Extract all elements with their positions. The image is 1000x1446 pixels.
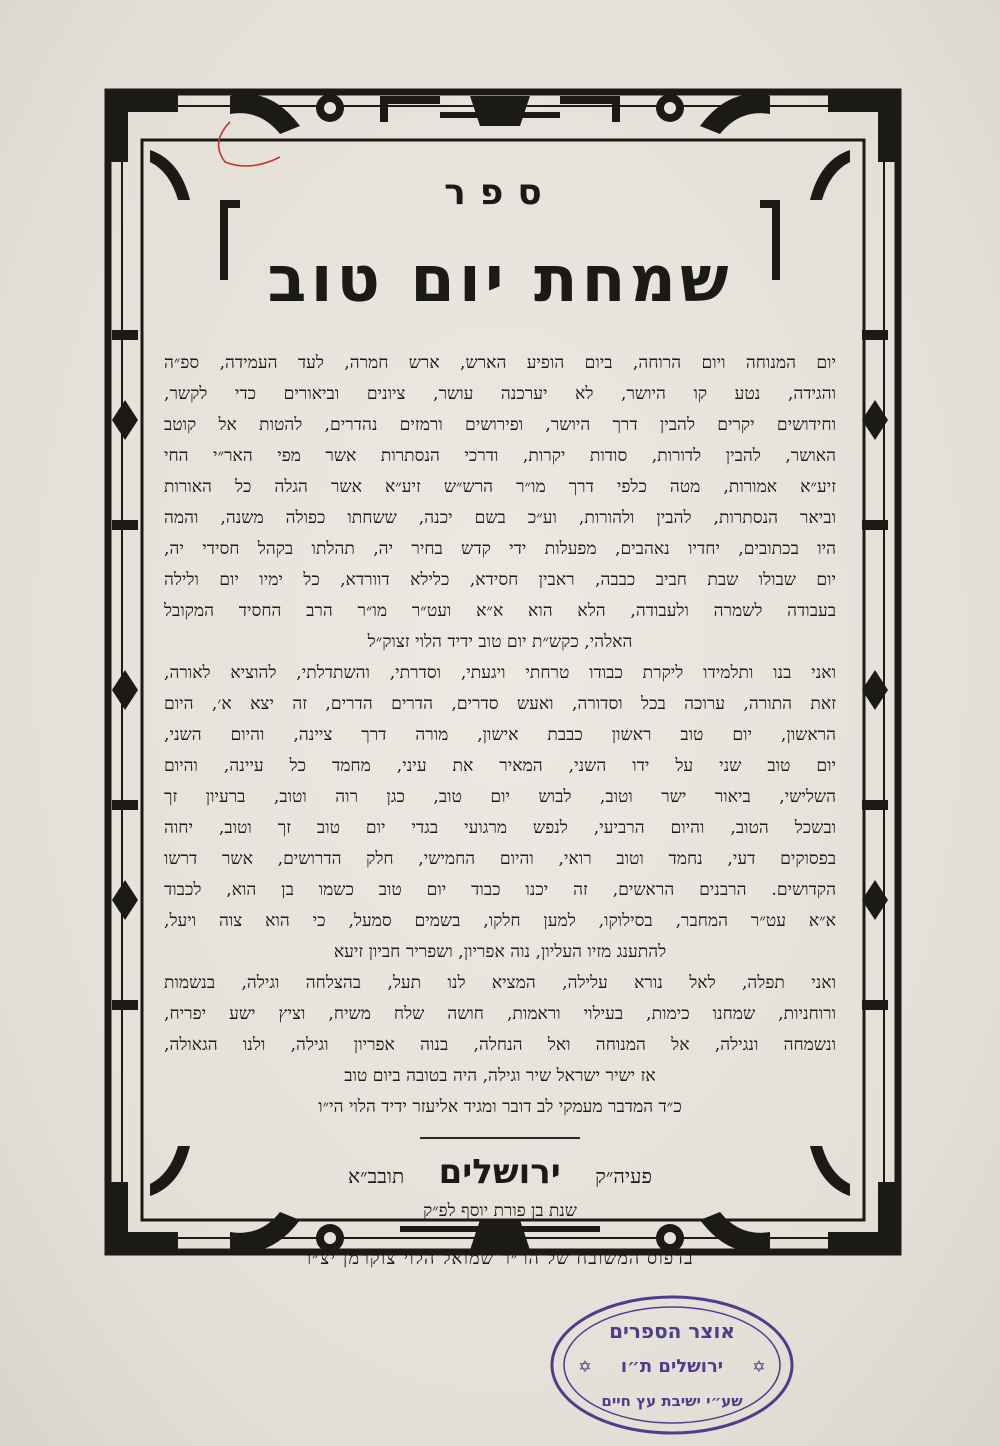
text-line: א״א עט״ר המחבר, בסילוקו, למען חלקו, בשמים סמעל, כי הוא צוה ויעל, [164,911,836,931]
text-line: ונשמחה ונגילה, אל המנוחה ואל הנחלה, בנוה אפריון וגילה, ולנו הגאולה, [164,1035,836,1055]
stamp-star-left: ✡ [578,1357,592,1376]
text-line: להתענג מזיו העליון, נוה אפריון, ושפריר חביון זיעא [333,942,667,962]
stamp-line-3: שע״י ישיבת עץ חיים [601,1392,743,1410]
title-page-content [160,170,840,1269]
text-line: ואני תפלה, לאל נורא עלילה, המציא לנו תעל, בהצלחה וגילה, בנשמות [164,973,836,993]
stamp-line-2: ירושלים ת״ו [620,1356,724,1377]
place-prefix: פעיה״ק [595,1164,652,1188]
text-line: האושר, להבין לדורות, סודות יקרות, ודרכי הנסתרות אשר מפי האר״י החי [164,446,836,466]
text-line: בעבודה לשמרה ולעבודה, הלא הוא א״א ועט״ר מו״ר הרב החסיד המקובל [164,601,836,621]
text-line: ובשכל הטוב, והיום הרביעי, לנפש מרגועי בגדי יום טוב זך וטוב, יחוה [164,818,836,838]
text-line: וחידושים יקרים להבין דרך היושר, ופירושים ורמזים נהדרים, להטות אל קוטב [164,415,836,435]
text-line: ורוחניות, שמחנו כימות, בעילוי וראמות, חושה שלח משיח, וציץ ישע יפריח, [164,1004,836,1024]
text-line: והגידה, נטע קו היושר, לא יערכנה עושר, ציונים וביאורים כדי לקשר, [164,384,836,404]
city-name: ירושלים [438,1152,561,1192]
text-line: וביאר הנסתרות, להבין ולהורות, וע״כ בשם יכנה, ששחתו כפולה משנה, והמה [164,508,836,528]
text-line: ואני בנו ותלמידו ליקרת כבודו טרחתי ויגעתי, וסדרתי, והשתדלתי, להוציא לאורה, [164,663,836,683]
city-blessing: תובב״א [348,1164,405,1188]
pencil-mark [200,110,290,170]
text-line: בפסוקים דעי, נחמד וטוב רואי, והיום החמישי, חלק הדרושים, אשר דרשו [164,849,836,869]
text-line: הקדושים. הרבנים הראשים, זה יכנו כבוד יום טוב כשמו בן הוא, לכבוד [164,880,836,900]
sefer-heading: ספר [444,172,556,213]
divider-rule [420,1137,580,1139]
text-line: יום שבולו שבת חביב כבבה, ראבין חסידא, כלילא דוורדא, כל ימיו יום ולילה [164,570,836,590]
library-stamp [545,1290,800,1440]
text-line: האלהי, כקש״ת יום טוב ידיד הלוי זצוק״ל [367,632,633,652]
printer-line: בדפוס המשובח של הר״ר שמואל הלוי צוקרמן יצ״ו [306,1248,694,1269]
imprint-year-line: שנת בן פורת יוסף לפ״ק [423,1201,577,1221]
title-page-text [160,348,840,1123]
text-line: כ״ד המדבר מעמקי לב דובר ומגיד אליעזר ידיד הלוי הי״ו [318,1097,682,1117]
text-line: היו בכתובים, יחדיו נאהבים, מפעלות ידי קדש בחיר יה, תהלתו בקהל חסידי יה, [164,539,836,559]
text-line: הראשון, יום טוב ראשון כבבת אישון, מורה דרך ציינה, והיום השני, [164,725,836,745]
text-line: השלישי, ביאור ישר וטוב, לבוש יום טוב, כגן רוה וטוב, ברעיון זך [164,787,836,807]
book-title: שמחת יום טוב [267,243,733,317]
text-line: זיע״א אמורות, מטה כלפי דרך מו״ר הרש״ש זיע״א אשר הגלה כל האורות [164,477,836,497]
stamp-star-right: ✡ [752,1357,766,1376]
imprint-place-line [160,1149,840,1195]
text-line: יום טוב שני על ידו השני, המאיר את עיני, מחמד כל עיינה, והיום [164,756,836,776]
text-line: זאת התורה, ערוכה בכל וסדורה, ואעש סדרים, הדרים הדרים, זה יצא א׳, היום [164,694,836,714]
text-line: יום המנוחה ויום הרוחה, ביום הופיע הארש, ארש חמרה, לעד העמידה, ספ״ה [164,353,836,373]
stamp-line-1: אוצר הספרים [609,1319,735,1343]
text-line: אז ישיר ישראל שיר וגילה, היה בטובה ביום טוב [344,1066,656,1086]
